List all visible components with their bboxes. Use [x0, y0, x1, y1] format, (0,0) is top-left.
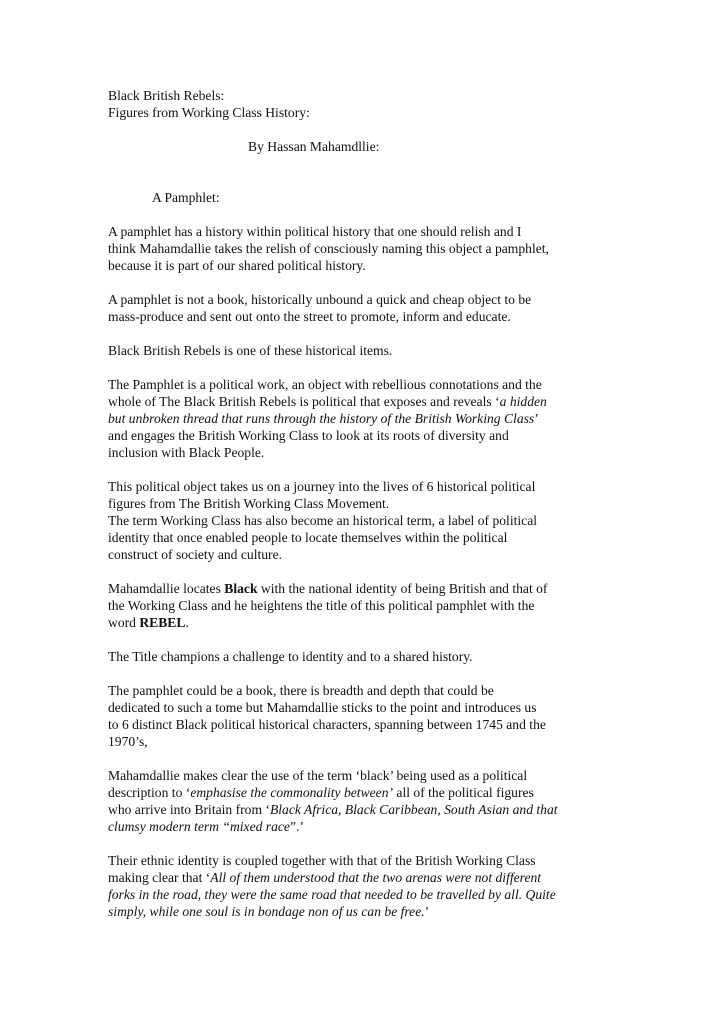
paragraph-1	[108, 223, 608, 274]
section-heading: A Pamphlet:	[152, 190, 220, 205]
quote-run: clumsy modern term “mixed race	[108, 819, 290, 834]
paragraph-line: The Title champions a challenge to identity and to a shared history.	[108, 649, 473, 664]
text-run: word	[108, 615, 140, 630]
paragraph-line: Black British Rebels is one of these historical items.	[108, 343, 393, 358]
quote-run: Black Africa, Black Caribbean, South Asian and that	[269, 802, 558, 817]
paragraph-line	[108, 614, 608, 631]
text-run: who arrive into Britain from ‘	[108, 802, 270, 817]
paragraph-line: inclusion with Black People.	[108, 445, 265, 460]
bold-run: REBEL	[139, 615, 186, 630]
bold-run: Black	[224, 581, 258, 596]
paragraph-7	[108, 648, 608, 665]
author-byline: By Hassan Mahamdllie:	[248, 139, 380, 154]
paragraph-line: dedicated to such a tome but Mahamdallie sticks to the point and introduces us	[108, 700, 537, 715]
paragraph-line	[108, 393, 608, 410]
paragraph-line: This political object takes us on a journey into the lives of 6 historical political	[108, 479, 536, 494]
text-run: ’	[424, 904, 430, 919]
paragraph-line: the Working Class and he heightens the title of this political pamphlet with the	[108, 598, 535, 613]
paragraph-line: Their ethnic identity is coupled together with that of the British Working Class	[108, 853, 536, 868]
paragraph-8	[108, 682, 608, 750]
paragraph-line: Mahamdallie makes clear the use of the term ‘black’ being used as a political	[108, 768, 528, 783]
paragraph-line	[108, 784, 608, 801]
paragraph-line: A pamphlet is not a book, historically unbound a quick and cheap object to be	[108, 292, 532, 307]
paragraph-2	[108, 291, 608, 325]
paragraph-9	[108, 767, 608, 835]
paragraph-line: figures from The British Working Class Movement.	[108, 496, 390, 511]
title-line-2: Figures from Working Class History:	[108, 105, 310, 120]
quote-run: a hidden	[499, 394, 547, 409]
paragraph-line: to 6 distinct Black political historical characters, spanning between 1745 and the	[108, 717, 546, 732]
paragraph-line	[108, 903, 608, 920]
paragraph-4	[108, 376, 608, 461]
paragraph-line	[108, 886, 608, 903]
paragraph-line: The pamphlet could be a book, there is breadth and depth that could be	[108, 683, 494, 698]
quote-run: All of them understood that the two arenas were not different	[210, 870, 542, 885]
text-run: whole of The Black British Rebels is political that exposes and reveals ‘	[108, 394, 500, 409]
paragraph-line: and engages the British Working Class to look at its roots of diversity and	[108, 428, 509, 443]
text-run: making clear that ‘	[108, 870, 211, 885]
paragraph-line: The term Working Class has also become an historical term, a label of political	[108, 513, 537, 528]
quote-run: but unbroken thread that runs through the history of the British Working Class	[108, 411, 535, 426]
paragraph-line: construct of society and culture.	[108, 547, 283, 562]
quote-run: simply, while one soul is in bondage non of us can be free.	[108, 904, 425, 919]
text-run: .	[185, 615, 189, 630]
paragraph-line	[108, 801, 608, 818]
paragraph-line	[108, 869, 608, 886]
title-line-1: Black British Rebels:	[108, 88, 225, 103]
paragraph-line: think Mahamdallie takes the relish of consciously naming this object a pamphlet,	[108, 241, 549, 256]
text-run: all of the political figures	[393, 785, 534, 800]
paragraph-line	[108, 580, 608, 597]
text-run: with the national identity of being British and that of	[257, 581, 548, 596]
paragraph-line: identity that once enabled people to locate themselves within the political	[108, 530, 508, 545]
paragraph-line: because it is part of our shared political history.	[108, 258, 366, 273]
paragraph-line	[108, 818, 608, 835]
quote-run: forks in the road, they were the same road that needed to be travelled by all. Quite	[108, 887, 556, 902]
paragraph-line: A pamphlet has a history within political history that one should relish and I	[108, 224, 522, 239]
paragraph-5	[108, 478, 608, 563]
text-run: Mahamdallie locates	[108, 581, 225, 596]
text-run: ”.’	[289, 819, 304, 834]
paragraph-line	[108, 410, 608, 427]
quote-run: emphasise the commonality between’	[190, 785, 394, 800]
text-run: description to ‘	[108, 785, 191, 800]
document-page	[108, 87, 608, 937]
paragraph-6	[108, 580, 608, 631]
paragraph-10	[108, 852, 608, 920]
text-run: ’	[534, 411, 539, 426]
paragraph-3	[108, 342, 608, 359]
paragraph-line: The Pamphlet is a political work, an object with rebellious connotations and the	[108, 377, 542, 392]
paragraph-line: mass-produce and sent out onto the street to promote, inform and educate.	[108, 309, 511, 324]
paragraph-line: 1970’s,	[108, 734, 148, 749]
document-title	[108, 87, 608, 121]
